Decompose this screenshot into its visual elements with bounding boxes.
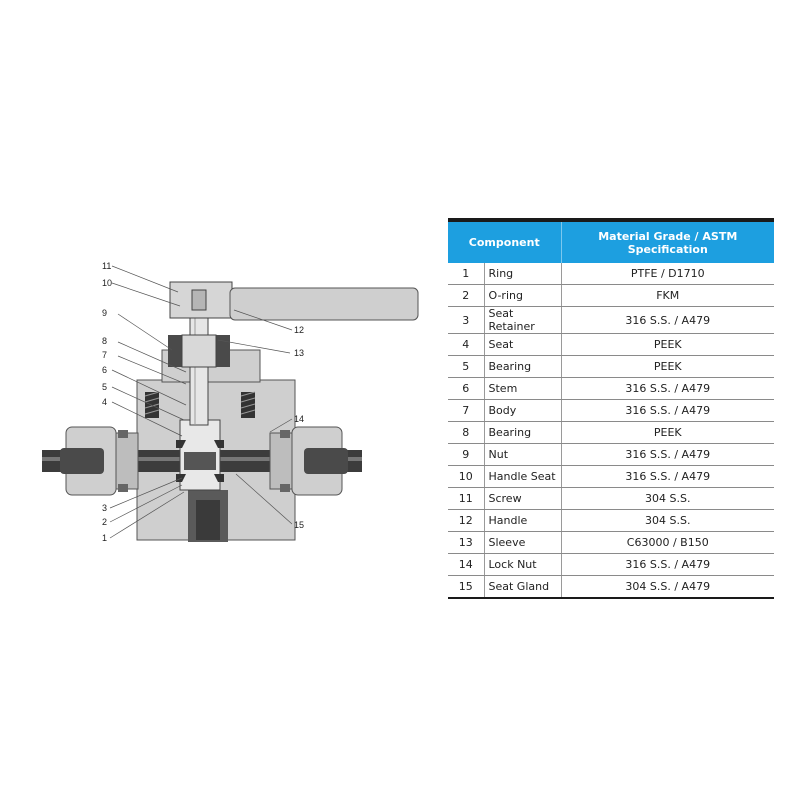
table-row: [448, 263, 774, 285]
left-fitting: [60, 427, 138, 495]
row-number: 13: [448, 532, 484, 554]
component-name: Bearing: [484, 356, 561, 378]
mounting-hole-right: [241, 392, 255, 418]
table-row: [448, 510, 774, 532]
material-spec: 304 S.S. / A479: [561, 576, 774, 599]
material-spec: PEEK: [561, 334, 774, 356]
callout-8: 8: [102, 336, 108, 346]
callout-3: 3: [102, 503, 108, 513]
row-number: 5: [448, 356, 484, 378]
row-number: 2: [448, 285, 484, 307]
material-spec: 304 S.S.: [561, 510, 774, 532]
bottom-port-bore: [196, 500, 220, 540]
row-number: 11: [448, 488, 484, 510]
callout-12: 12: [294, 325, 305, 335]
row-number: 6: [448, 378, 484, 400]
handle-screw: [192, 290, 206, 310]
row-number: 1: [448, 263, 484, 285]
callout-13: 13: [294, 348, 305, 358]
component-name: Ring: [484, 263, 561, 285]
table-row: [448, 554, 774, 576]
callout-6: 6: [102, 365, 108, 375]
component-name: Stem: [484, 378, 561, 400]
callout-9: 9: [102, 308, 108, 318]
row-number: 10: [448, 466, 484, 488]
callout-1: 1: [102, 533, 108, 543]
row-number: 8: [448, 422, 484, 444]
callout-7: 7: [102, 350, 108, 360]
material-header: Material Grade / ASTM Specification: [561, 220, 774, 263]
table-row: [448, 400, 774, 422]
component-name: O-ring: [484, 285, 561, 307]
table-row: [448, 488, 774, 510]
callout-4: 4: [102, 397, 108, 407]
row-number: 3: [448, 307, 484, 334]
material-spec: PEEK: [561, 356, 774, 378]
row-number: 7: [448, 400, 484, 422]
callout-10: 10: [102, 278, 113, 288]
row-number: 12: [448, 510, 484, 532]
table-row: [448, 422, 774, 444]
table-header-row: [448, 220, 774, 263]
component-name: Handle: [484, 510, 561, 532]
component-name: Seat Retainer: [484, 307, 561, 334]
valve-ball: [176, 420, 224, 490]
table-row: [448, 466, 774, 488]
callout-15: 15: [294, 520, 305, 530]
material-spec: PEEK: [561, 422, 774, 444]
component-name: Lock Nut: [484, 554, 561, 576]
component-name: Sleeve: [484, 532, 561, 554]
material-spec: 316 S.S. / A479: [561, 554, 774, 576]
material-spec: 316 S.S. / A479: [561, 378, 774, 400]
material-spec: 316 S.S. / A479: [561, 466, 774, 488]
table-row: [448, 576, 774, 599]
component-name: Screw: [484, 488, 561, 510]
component-header: Component: [448, 220, 561, 263]
component-name: Seat: [484, 334, 561, 356]
right-fitting: [270, 427, 348, 495]
component-name: Nut: [484, 444, 561, 466]
row-number: 4: [448, 334, 484, 356]
material-spec: 316 S.S. / A479: [561, 400, 774, 422]
table-row: [448, 378, 774, 400]
table-row: [448, 307, 774, 334]
material-spec-table: [448, 218, 774, 599]
table-row: [448, 334, 774, 356]
row-number: 9: [448, 444, 484, 466]
material-spec: 316 S.S. / A479: [561, 307, 774, 334]
valve-handle: [230, 288, 418, 320]
component-name: Body: [484, 400, 561, 422]
table-row: [448, 356, 774, 378]
material-spec: C63000 / B150: [561, 532, 774, 554]
component-name: Seat Gland: [484, 576, 561, 599]
material-spec: 304 S.S.: [561, 488, 774, 510]
table-row: [448, 532, 774, 554]
table-body: [448, 263, 774, 598]
table-row: [448, 444, 774, 466]
callout-5: 5: [102, 382, 108, 392]
material-spec: 316 S.S. / A479: [561, 444, 774, 466]
callout-2: 2: [102, 517, 108, 527]
material-spec: PTFE / D1710: [561, 263, 774, 285]
component-name: Handle Seat: [484, 466, 561, 488]
row-number: 14: [448, 554, 484, 576]
component-name: Bearing: [484, 422, 561, 444]
callout-11: 11: [102, 261, 112, 271]
material-spec: FKM: [561, 285, 774, 307]
table-row: [448, 285, 774, 307]
stem-nut: [168, 335, 230, 367]
row-number: 15: [448, 576, 484, 599]
callout-14: 14: [294, 414, 305, 424]
